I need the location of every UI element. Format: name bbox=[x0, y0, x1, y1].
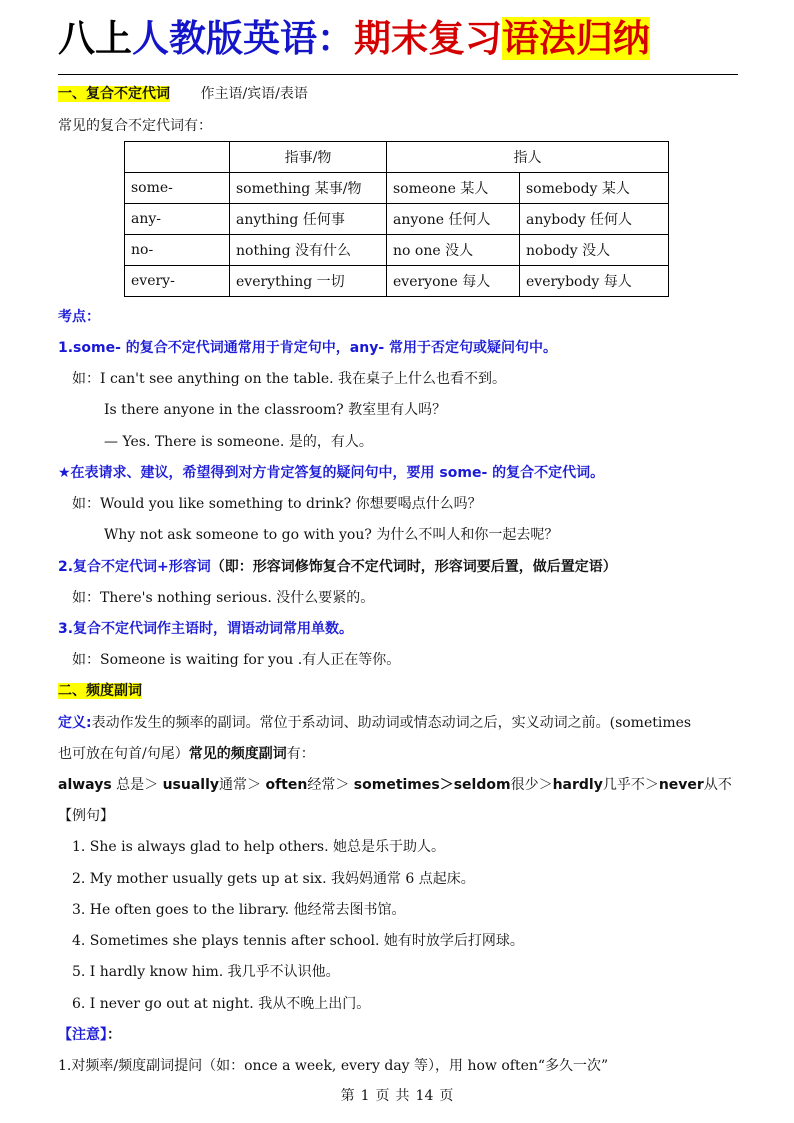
list-item: 1. She is always glad to help others. 她总是乐于助人。 bbox=[72, 839, 445, 855]
table-cell: nothing 没有什么 bbox=[230, 235, 387, 266]
point-2 bbox=[58, 556, 748, 578]
frequency-scale bbox=[58, 774, 748, 796]
page-title bbox=[58, 8, 738, 70]
page-footer bbox=[0, 1085, 794, 1105]
table-cell: no one 没人 bbox=[387, 235, 520, 266]
example-prefix: 如： bbox=[72, 590, 100, 606]
scale-en: always bbox=[58, 777, 112, 793]
footer-ye: 页 bbox=[439, 1088, 454, 1104]
list-item: 5. I hardly know him. 我几乎不认识他。 bbox=[72, 964, 340, 980]
note-heading bbox=[58, 1024, 748, 1046]
star-note: ★在表请求、建议，希望得到对方肯定答复的疑问句中，要用 some- 的复合不定代词。 bbox=[58, 465, 605, 481]
point-3: 3.复合不定代词作主语时，谓语动词常用单数。 bbox=[58, 621, 354, 637]
note-1: 1.对频率/频度副词提问（如：once a week, every day 等），用 how often“多久一次” bbox=[58, 1058, 609, 1074]
section1-subheading: 作主语/宾语/表语 bbox=[200, 86, 308, 102]
definition-line bbox=[58, 712, 748, 734]
example-line bbox=[72, 649, 762, 671]
example-line bbox=[72, 587, 762, 609]
list-item: 2. My mother usually gets up at six. 我妈妈通常 6 点起床。 bbox=[72, 871, 475, 887]
section1-heading: 一、复合不定代词 bbox=[58, 86, 170, 102]
examples-label: 【例句】 bbox=[58, 808, 114, 824]
table-cell: anything 任何事 bbox=[230, 204, 387, 235]
scale-en: sometimes＞seldom bbox=[353, 777, 511, 793]
example-prefix: 如： bbox=[72, 371, 100, 387]
scale-cn: 几乎不＞ bbox=[602, 777, 659, 793]
table-row bbox=[125, 204, 669, 235]
table-cell: anybody 任何人 bbox=[520, 204, 669, 235]
example-line bbox=[72, 368, 762, 390]
example-line: Why not ask someone to go with you? 为什么不叫人和你一起去呢？ bbox=[104, 527, 559, 543]
table-row bbox=[125, 235, 669, 266]
example-prefix: 如： bbox=[72, 652, 100, 668]
point-2-explanation: （即：形容词修饰复合不定代词时，形容词要后置，做后置定语） bbox=[210, 559, 617, 575]
definition-text-4: 有： bbox=[286, 746, 315, 762]
table-cell: anyone 任何人 bbox=[387, 204, 520, 235]
table-cell: somebody 某人 bbox=[520, 173, 669, 204]
definition-emphasis: 常见的频度副词 bbox=[188, 746, 287, 762]
scale-en: never bbox=[658, 777, 704, 793]
scale-cn: 经常＞ bbox=[307, 777, 350, 793]
table-cell: something 某事/物 bbox=[230, 173, 387, 204]
example-line bbox=[72, 493, 762, 515]
example-text: Someone is waiting for you .有人正在等你。 bbox=[100, 652, 401, 668]
section2-heading: 二、频度副词 bbox=[58, 683, 142, 699]
section1-heading-line bbox=[58, 83, 748, 105]
scale-en: often bbox=[265, 777, 308, 793]
table-row bbox=[125, 173, 669, 204]
scale-en: hardly bbox=[552, 777, 603, 793]
footer-ye: 页 bbox=[375, 1088, 390, 1104]
footer-total-pages: 14 bbox=[415, 1088, 434, 1104]
title-part-edition: 人教版英语： bbox=[132, 17, 354, 60]
scale-cn: 通常＞ bbox=[219, 777, 261, 793]
list-item: 4. Sometimes she plays tennis after school. 她有时放学后打网球。 bbox=[72, 933, 524, 949]
definition-text: 表动作发生的频率的副词。常位于系动词、助动词或情态动词之后，实义动词之前。(sometimes bbox=[91, 715, 692, 731]
note-colon: ： bbox=[107, 1027, 121, 1043]
scale-cn: 很少＞ bbox=[510, 777, 553, 793]
scale-en: usually bbox=[162, 777, 219, 793]
point-1: 1.some- 的复合不定代词通常用于肯定句中，any- 常用于否定句或疑问句中。 bbox=[58, 340, 558, 356]
table-cell: every- bbox=[125, 266, 230, 297]
note-label: 【注意】 bbox=[58, 1027, 107, 1043]
kaodian-label: 考点： bbox=[58, 309, 100, 325]
footer-di: 第 bbox=[340, 1088, 355, 1104]
example-text: There's nothing serious. 没什么要紧的。 bbox=[100, 590, 375, 606]
definition-label: 定义: bbox=[58, 715, 92, 731]
scale-cn: 从不 bbox=[703, 777, 732, 793]
example-line: Is there anyone in the classroom? 教室里有人吗？ bbox=[104, 402, 447, 418]
definition-text-2: 也可放在句首/句尾） bbox=[58, 746, 189, 762]
title-divider bbox=[58, 74, 738, 75]
point-2-rule: 2.复合不定代词+形容词 bbox=[58, 559, 211, 575]
table-header-row bbox=[125, 142, 669, 173]
pronoun-table bbox=[124, 141, 669, 297]
footer-gong: 共 bbox=[395, 1088, 410, 1104]
table-header-empty bbox=[125, 142, 230, 173]
example-line: — Yes. There is someone. 是的，有人。 bbox=[104, 434, 373, 450]
table-row bbox=[125, 266, 669, 297]
list-item: 3. He often goes to the library. 他经常去图书馆。 bbox=[72, 902, 406, 918]
definition-line-2 bbox=[58, 743, 748, 765]
footer-page-number: 1 bbox=[360, 1088, 370, 1104]
table-header-things: 指事/物 bbox=[230, 142, 387, 173]
table-cell: no- bbox=[125, 235, 230, 266]
title-part-grammar: 语法归纳 bbox=[502, 17, 650, 60]
table-cell: someone 某人 bbox=[387, 173, 520, 204]
example-text: Would you like something to drink? 你想要喝点什么吗？ bbox=[100, 496, 482, 512]
title-part-grade: 八上 bbox=[58, 17, 132, 60]
section2-heading-line bbox=[58, 680, 748, 702]
list-item: 6. I never go out at night. 我从不晚上出门。 bbox=[72, 996, 371, 1012]
table-cell: everything 一切 bbox=[230, 266, 387, 297]
table-cell: everybody 每人 bbox=[520, 266, 669, 297]
table-cell: nobody 没人 bbox=[520, 235, 669, 266]
table-cell: everyone 每人 bbox=[387, 266, 520, 297]
example-prefix: 如： bbox=[72, 496, 100, 512]
table-cell: any- bbox=[125, 204, 230, 235]
section1-intro: 常见的复合不定代词有： bbox=[58, 118, 212, 134]
example-text: I can't see anything on the table. 我在桌子上什么也看不到。 bbox=[100, 371, 507, 387]
table-cell: some- bbox=[125, 173, 230, 204]
table-header-people: 指人 bbox=[387, 142, 669, 173]
scale-cn: 总是＞ bbox=[116, 777, 159, 793]
title-part-review: 期末复习 bbox=[354, 17, 502, 60]
